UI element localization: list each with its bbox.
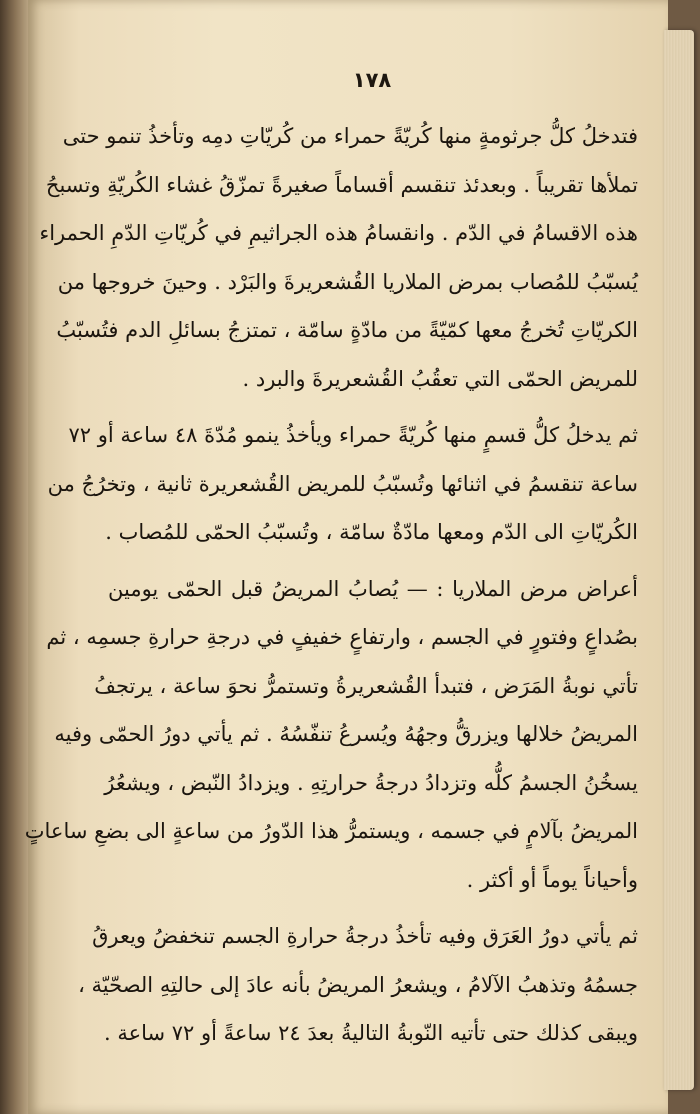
book-page	[24, 0, 668, 1114]
text-line: الكُريّاتِ الى الدّم ومعها مادّةٌ سامّة ، وتُسبّبُ الحمّى للمُصاب .	[105, 520, 638, 544]
page-edges	[664, 30, 694, 1090]
text-line: للمريض الحمّى التي تعقُبُ القُشعريرةَ والبرد .	[242, 366, 638, 391]
text-line: هذه الاقسامُ في الدّم . وانقسامُ هذه الجراثيمِ في كُريّاتِ الدّمِ الحمراء	[39, 221, 638, 245]
text-line: المريضُ خلالها ويزرقُّ وجهُهُ ويُسرعُ تنفّسُهُ . ثم يأتي دورُ الحمّى وفيه	[54, 722, 638, 746]
text-line: تأتي نوبةُ المَرَض ، فتبدأ القُشعريرةُ وتستمرُّ نحوَ ساعة ، يرتجفُ	[94, 673, 638, 698]
text-line: الكريّاتِ تُخرجُ معها كمّيّةً من مادّةٍ سامّة ، تمتزجُ بسائلِ الدم فتُسبّبُ	[56, 318, 638, 342]
text-line: ساعة تنقسمُ في اثنائها وتُسبّبُ للمريض القُشعريرة ثانية ، وتخرُجُ من	[47, 471, 638, 496]
text-line: يُسبّبُ للمُصاب بمرض الملاريا القُشعريرةَ والبَرْد . وحينَ خروجها من	[57, 269, 638, 294]
text-line: فتدخلُ كلُّ جرثومةٍ منها كُريّةً حمراء من كُريّاتِ دمِه وتأخذُ تنمو حتى	[62, 124, 638, 148]
text-line: يسخُنُ الجسمُ كلُّه وتزدادُ درجةُ حرارتِهِ . ويزدادُ النّبض ، ويشعُرُ	[104, 770, 638, 795]
text-line: أعراض مرض الملاريا : — يُصابُ المريضُ قبل الحمّى يومين	[108, 576, 638, 601]
text-line: ويبقى كذلك حتى تأتيه النّوبةُ التاليةُ بعدَ ٢٤ ساعةً أو ٧٢ ساعة .	[103, 1021, 638, 1045]
body-text	[24, 112, 638, 1058]
text-line: بصُداعٍ وفتورٍ في الجسم ، وارتفاعٍ خفيفٍ في درجةِ حرارةِ جسمِه ، ثم	[46, 625, 638, 649]
page-number: ١٧٨	[352, 68, 392, 92]
text-line: ثم يأتي دورُ العَرَق وفيه تأخذُ درجةُ حرارةِ الجسم تنخفضُ ويعرقُ	[92, 924, 638, 948]
text-line: وأحياناً يوماً أو أكثر .	[466, 867, 638, 892]
text-line: تملأها تقريباً . وبعدئذ تنقسم أقساماً صغيرةً تمزّقُ غشاء الكُريّةِ وتسبحُ	[45, 172, 638, 197]
text-line: جسمُهُ وتذهبُ الآلامُ ، ويشعرُ المريضُ بأنه عادَ إلى حالتِهِ الصحّيّة ،	[78, 972, 638, 997]
text-line: المريضُ بآلامٍ في جسمه ، ويستمرُّ هذا الدّورُ من ساعةٍ الى بضعِ ساعاتٍ	[24, 819, 638, 843]
text-line: ثم يدخلُ كلُّ قسمٍ منها كُريّةً حمراء ويأخذُ ينمو مُدّةَ ٤٨ ساعة أو ٧٢	[68, 423, 638, 447]
